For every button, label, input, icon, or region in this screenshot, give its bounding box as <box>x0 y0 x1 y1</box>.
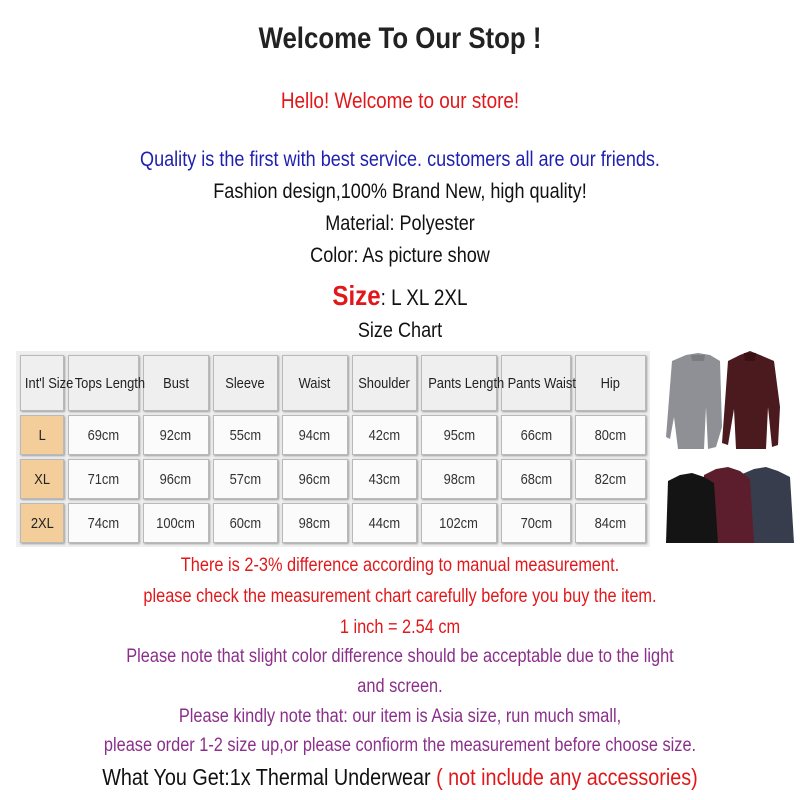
welcome-text: Hello! Welcome to our store! <box>280 88 520 113</box>
table-cell: 94cm <box>282 415 348 455</box>
note-inch-conversion: 1 inch = 2.54 cm <box>339 617 461 638</box>
page-title: Welcome To Our Stop ! <box>258 22 542 55</box>
table-cell: 74cm <box>68 503 139 543</box>
fashion-text: Fashion design,100% Brand New, high quality! <box>213 180 587 203</box>
header-cell: Tops Length <box>68 355 139 411</box>
table-cell: 98cm <box>282 503 348 543</box>
table-cell: 55cm <box>213 415 279 455</box>
table-cell: 95cm <box>421 415 497 455</box>
table-cell: 42cm <box>352 415 418 455</box>
what-you-get <box>56 764 744 791</box>
size-cell: L <box>20 415 64 455</box>
table-row <box>20 459 646 499</box>
black-shirt-icon <box>666 473 718 543</box>
note-check-chart: please check the measurement chart carefully before you buy the item. <box>143 586 657 607</box>
note-measurement-difference: There is 2-3% difference according to manual measurement. <box>180 555 620 576</box>
table-cell: 68cm <box>501 459 572 499</box>
table-cell: 102cm <box>421 503 497 543</box>
table-header-row <box>20 355 646 411</box>
table-cell: 66cm <box>501 415 572 455</box>
table-cell: 82cm <box>575 459 646 499</box>
note-asia-size: Please kindly note that: our item is Asia size, run much small, <box>178 706 622 727</box>
table-cell: 43cm <box>352 459 418 499</box>
size-chart-table <box>16 351 650 547</box>
table-cell: 96cm <box>282 459 348 499</box>
header-cell: Hip <box>575 355 646 411</box>
table-cell: 84cm <box>575 503 646 543</box>
table-cell: 80cm <box>575 415 646 455</box>
table-cell: 100cm <box>143 503 209 543</box>
header-cell: Sleeve <box>213 355 279 411</box>
table-cell: 92cm <box>143 415 209 455</box>
header-cell: Waist <box>282 355 348 411</box>
table-cell: 70cm <box>501 503 572 543</box>
header-cell: Int'l Size <box>20 355 64 411</box>
header-cell: Pants Length <box>421 355 497 411</box>
size-chart-title: Size Chart <box>357 319 443 342</box>
table-cell: 96cm <box>143 459 209 499</box>
note-order-size-up: please order 1-2 size up,or please confiorm the measurement before choose size. <box>103 735 697 756</box>
quality-text: Quality is the first with best service. customers all are our friends. <box>140 148 660 171</box>
accessories-note: ( not include any accessories) <box>436 764 698 790</box>
header-cell: Shoulder <box>352 355 418 411</box>
size-line <box>56 280 744 312</box>
size-cell: 2XL <box>20 503 64 543</box>
header-cell: Bust <box>143 355 209 411</box>
table-cell: 69cm <box>68 415 139 455</box>
table-cell: 71cm <box>68 459 139 499</box>
color-text: Color: As picture show <box>310 244 490 267</box>
material-text: Material: Polyester <box>325 212 475 235</box>
header-cell: Pants Waist <box>501 355 572 411</box>
table-row <box>20 415 646 455</box>
product-photo <box>664 347 796 545</box>
size-values: : L XL 2XL <box>380 285 468 310</box>
table-row <box>20 503 646 543</box>
table-cell: 98cm <box>421 459 497 499</box>
table-cell: 57cm <box>213 459 279 499</box>
what-you-get-text: What You Get:1x Thermal Underwear <box>102 764 431 790</box>
note-color-difference-cont: and screen. <box>357 676 443 697</box>
note-color-difference: Please note that slight color difference should be acceptable due to the light <box>126 646 674 667</box>
table-cell: 60cm <box>213 503 279 543</box>
size-label: Size <box>332 280 381 311</box>
size-cell: XL <box>20 459 64 499</box>
table-cell: 44cm <box>352 503 418 543</box>
